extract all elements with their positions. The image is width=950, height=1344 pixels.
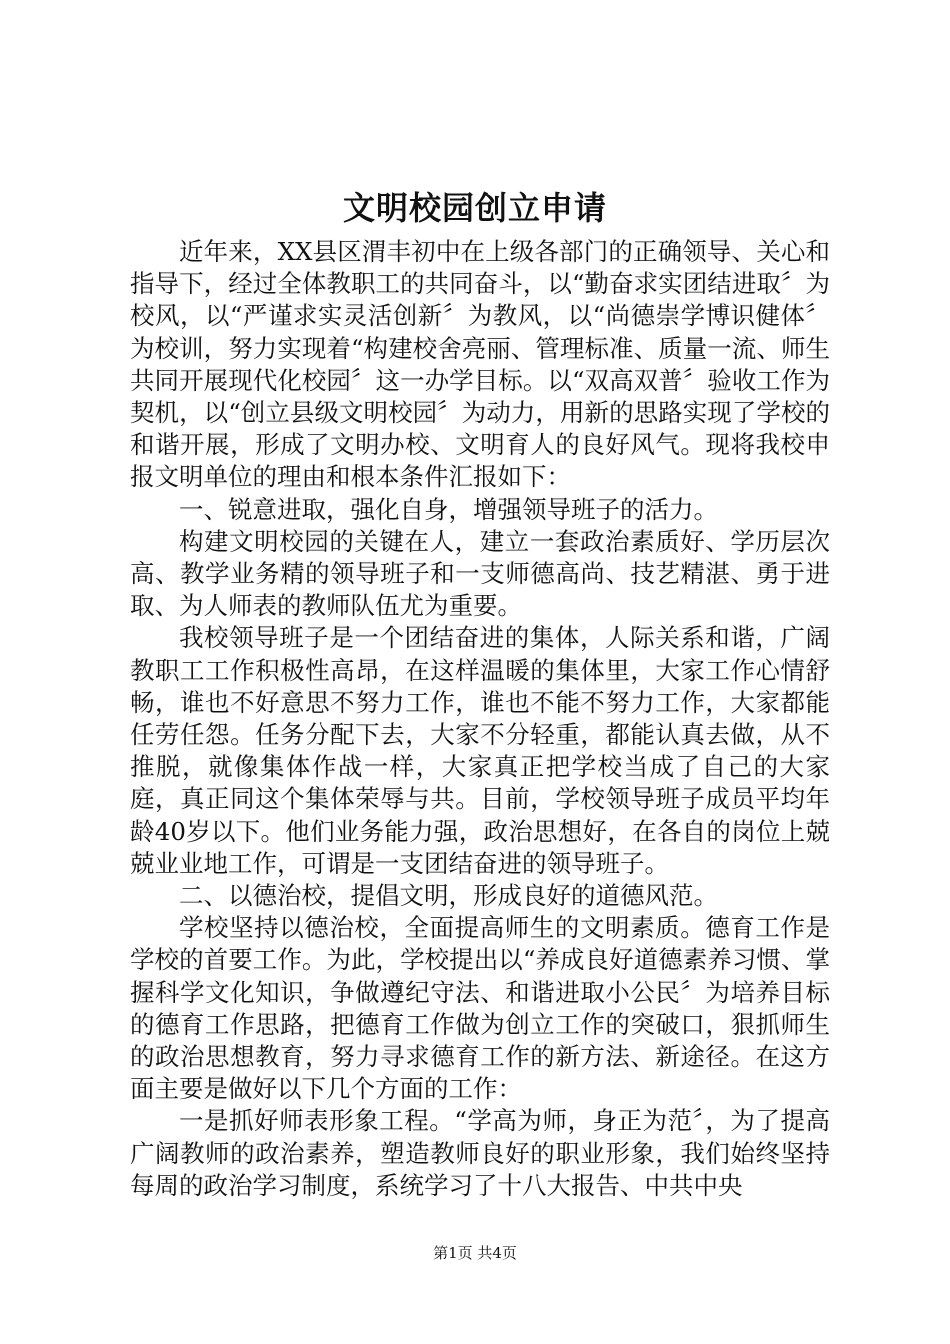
page-number-footer: 第1页 共4页 bbox=[433, 1244, 517, 1262]
heading-section-1: 一、锐意进取，强化自身，增强领导班子的活力。 bbox=[179, 494, 718, 524]
document-body bbox=[130, 236, 830, 1202]
paragraph-section-1-a: 构建文明校园的关键在人，建立一套政治素质好、学历层次高、教学业务精的领导班子和一支师德高尚、技艺精湛、勇于进取、为人师表的教师队伍尤为重要。 bbox=[130, 526, 830, 621]
paragraph-intro: 近年来，XX县区渭丰初中在上级各部门的正确领导、关心和指导下，经过全体教职工的共同奋斗，以“勤奋求实团结进取〞为校风，以“严谨求实灵活创新〞为教风，以“尚德崇学博识健体〞为校训，努力实现着“构建校舍亮丽、管理标准、质量一流、师生共同开展现代化校园〞这一办学目标。以“双高双普〞验收工作为契机，以“创立县级文明校园〞为动力，用新的思路实现了学校的和谐开展，形成了文明办校、文明育人的良好风气。现将我校申报文明单位的理由和根本条件汇报如下： bbox=[130, 237, 830, 492]
paragraph-section-2-b: 一是抓好师表形象工程。“学高为师，身正为范〞，为了提高广阔教师的政治素养，塑造教师良好的职业形象，我们始终坚持每周的政治学习制度，系统学习了十八大报告、中共中央 bbox=[130, 1106, 830, 1200]
paragraph-section-1-b: 我校领导班子是一个团结奋进的集体，人际关系和谐，广阔教职工工作积极性高昂，在这样温暖的集体里，大家工作心情舒畅，谁也不好意思不努力工作，谁也不能不努力工作，大家都能任劳任怨。任务分配下去，大家不分轻重，都能认真去做，从不推脱，就像集体作战一样，大家真正把学校当成了自己的大家庭，真正同这个集体荣辱与共。目前，学校领导班子成员平均年龄40岁以下。他们业务能力强，政治思想好，在各自的岗位上兢兢业业地工作，可谓是一支团结奋进的领导班子。 bbox=[130, 623, 830, 878]
document-title: 文明校园创立申请 bbox=[342, 189, 607, 227]
heading-section-2: 二、以德治校，提倡文明，形成良好的道德风范。 bbox=[179, 881, 718, 911]
paragraph-section-2-a: 学校坚持以德治校，全面提高师生的文明素质。德育工作是学校的首要工作。为此，学校提出以“养成良好道德素养习惯、掌握科学文化知识，争做遵纪守法、和谐进取小公民〞为培养目标的德育工作思路，把德育工作做为创立工作的突破口，狠抓师生的政治思想教育，努力寻求德育工作的新方法、新途径。在这方面主要是做好以下几个方面的工作： bbox=[130, 913, 830, 1104]
